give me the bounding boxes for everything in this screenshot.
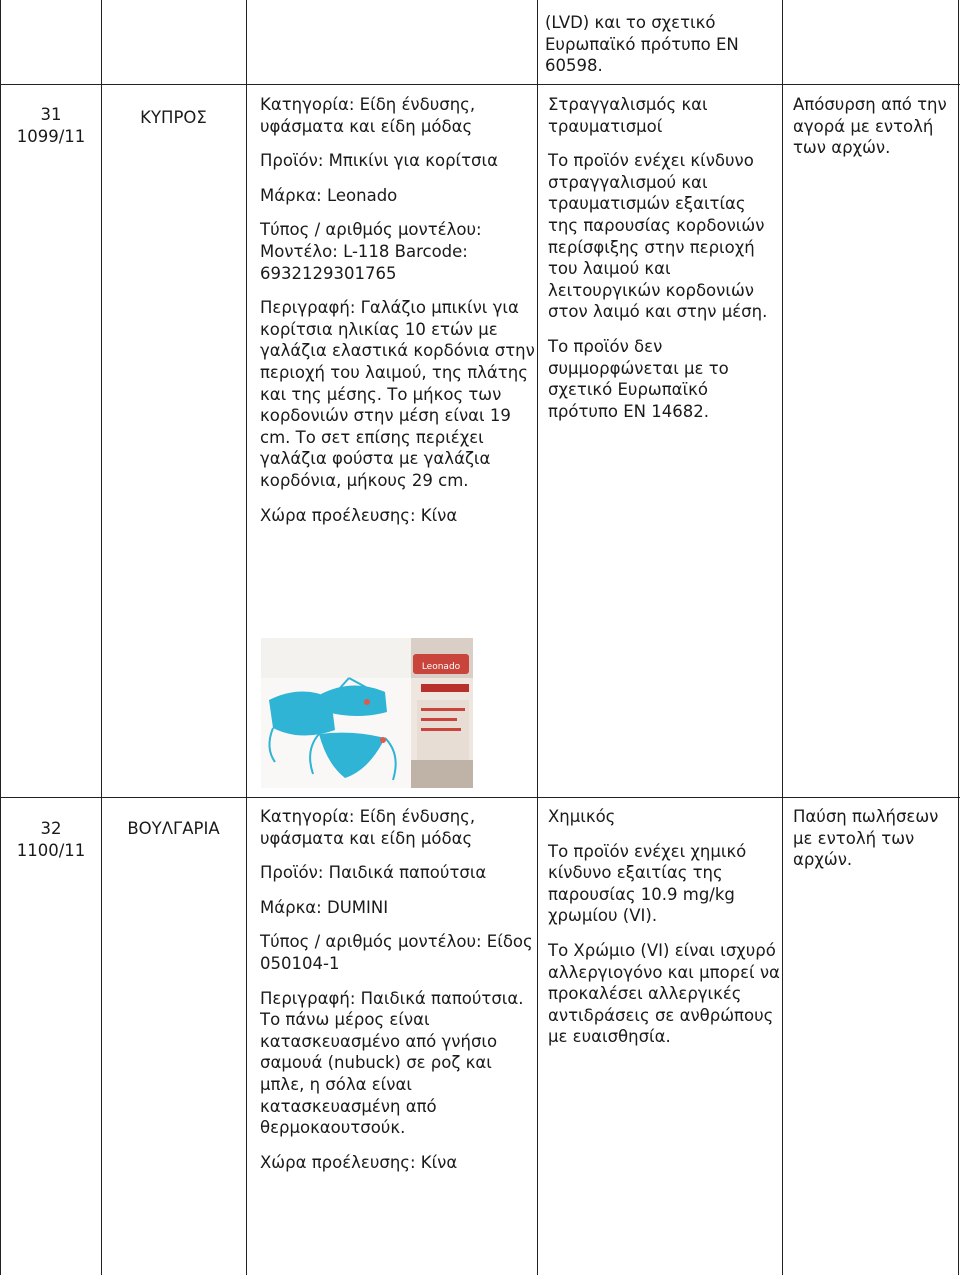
product-description: Περιγραφή: Γαλάζιο μπικίνι για κορίτσια ηλικίας 10 ετών με γαλάζια ελαστικά κορδόνια στην περιοχή του λαιμού, της πλάτης και της μέσης. Το μήκος των κορδονιών στην μέση είναι 19 cm. Το σετ επίσης περιέχει γαλάζια φούστα με γαλάζια κορδόνια, μήκους 29 cm. (260, 298, 535, 490)
risk-type: Χημικός (548, 807, 616, 826)
bikini-photo-illustration (261, 638, 473, 788)
risk-description: Το προϊόν ενέχει χημικό κίνδυνο εξαιτίας της παρουσίας 10.9 mg/kg χρωμίου (VI). (548, 841, 747, 926)
product-name: Προϊόν: Μπικίνι για κορίτσια (260, 151, 498, 171)
row-divider (0, 797, 960, 798)
standard-reference-text: (LVD) και το σχετικό Ευρωπαϊκό πρότυπο EN 60598. (545, 13, 739, 76)
row-number-cell (2, 818, 100, 861)
product-category: Κατηγορία: Είδη ένδυσης, υφάσματα και είδη μόδας (260, 807, 476, 848)
risk-standard: Το προϊόν δεν συμμορφώνεται με το σχετικό Ευρωπαϊκό πρότυπο EN 14682. (548, 336, 729, 421)
country-cell (102, 818, 245, 840)
product-model: Τύπος / αριθμός μοντέλου: Είδος 050104-1 (260, 932, 533, 973)
notification-reference: 1099/11 (16, 126, 86, 146)
product-description: Περιγραφή: Παιδικά παπούτσια. Το πάνω μέρος είναι κατασκευασμένο από γνήσιο σαμουά (nubuck) σε ροζ και μπλε, η σόλα είναι κατασκευασμένη από θερμοκαουτσούκ. (260, 988, 524, 1138)
measures-adopted: Απόσυρση από την αγορά με εντολή των αρχών. (793, 95, 947, 158)
table-border-left (0, 0, 1, 1275)
table-border-right (958, 0, 959, 1275)
product-origin: Χώρα προέλευσης: Κίνα (260, 1152, 458, 1172)
product-brand: Μάρκα: Leonado (260, 185, 398, 205)
notifying-country: ΒΟΥΛΓΑΡΙΑ (127, 819, 220, 838)
product-model: Τύπος / αριθμός μοντέλου: Μοντέλο: L-118 Barcode: 6932129301765 (260, 220, 482, 283)
product-cell (260, 94, 535, 526)
risk-explanation: Το Χρώμιο (VI) είναι ισχυρό αλλεργιογόνο και μπορεί να προκαλέσει αλλεργικές αντιδράσεις σε ανθρώπους με ευαισθησία. (548, 940, 780, 1047)
column-divider (782, 0, 783, 1275)
package-brand-label: Leonado (421, 662, 461, 672)
column-divider (246, 0, 247, 1275)
measures-cell (793, 94, 953, 159)
column-divider (537, 0, 538, 1275)
product-photo-bikini (261, 638, 473, 788)
notification-reference: 1100/11 (16, 840, 86, 860)
notifying-country: ΚΥΠΡΟΣ (140, 108, 207, 127)
product-category: Κατηγορία: Είδη ένδυσης, υφάσματα και είδη μόδας (260, 95, 476, 136)
row-number-cell (2, 104, 100, 147)
measures-cell (793, 806, 953, 871)
product-cell (260, 806, 535, 1173)
row-number: 31 (40, 105, 62, 124)
product-name: Προϊόν: Παιδικά παπούτσια (260, 863, 487, 883)
risk-description: Το προϊόν ενέχει κίνδυνο στραγγαλισμού και τραυματισμών εξαιτίας της παρουσίας κορδονιών περίσφιξης στην περιοχή του λαιμού και λειτουργικών κορδονιών στον λαιμό και στην μέση. (548, 151, 768, 322)
column-divider (101, 0, 102, 1275)
previous-row-fragment (545, 12, 775, 77)
row-divider (0, 84, 960, 85)
measures-adopted: Παύση πωλήσεων με εντολή των αρχών. (793, 807, 939, 870)
product-origin: Χώρα προέλευσης: Κίνα (260, 505, 458, 525)
risk-cell (548, 806, 780, 1048)
product-brand: Μάρκα: DUMINI (260, 897, 389, 917)
country-cell (102, 107, 245, 129)
row-number: 32 (40, 819, 62, 838)
risk-cell (548, 94, 780, 422)
risk-type: Στραγγαλισμός και τραυματισμοί (548, 95, 708, 136)
